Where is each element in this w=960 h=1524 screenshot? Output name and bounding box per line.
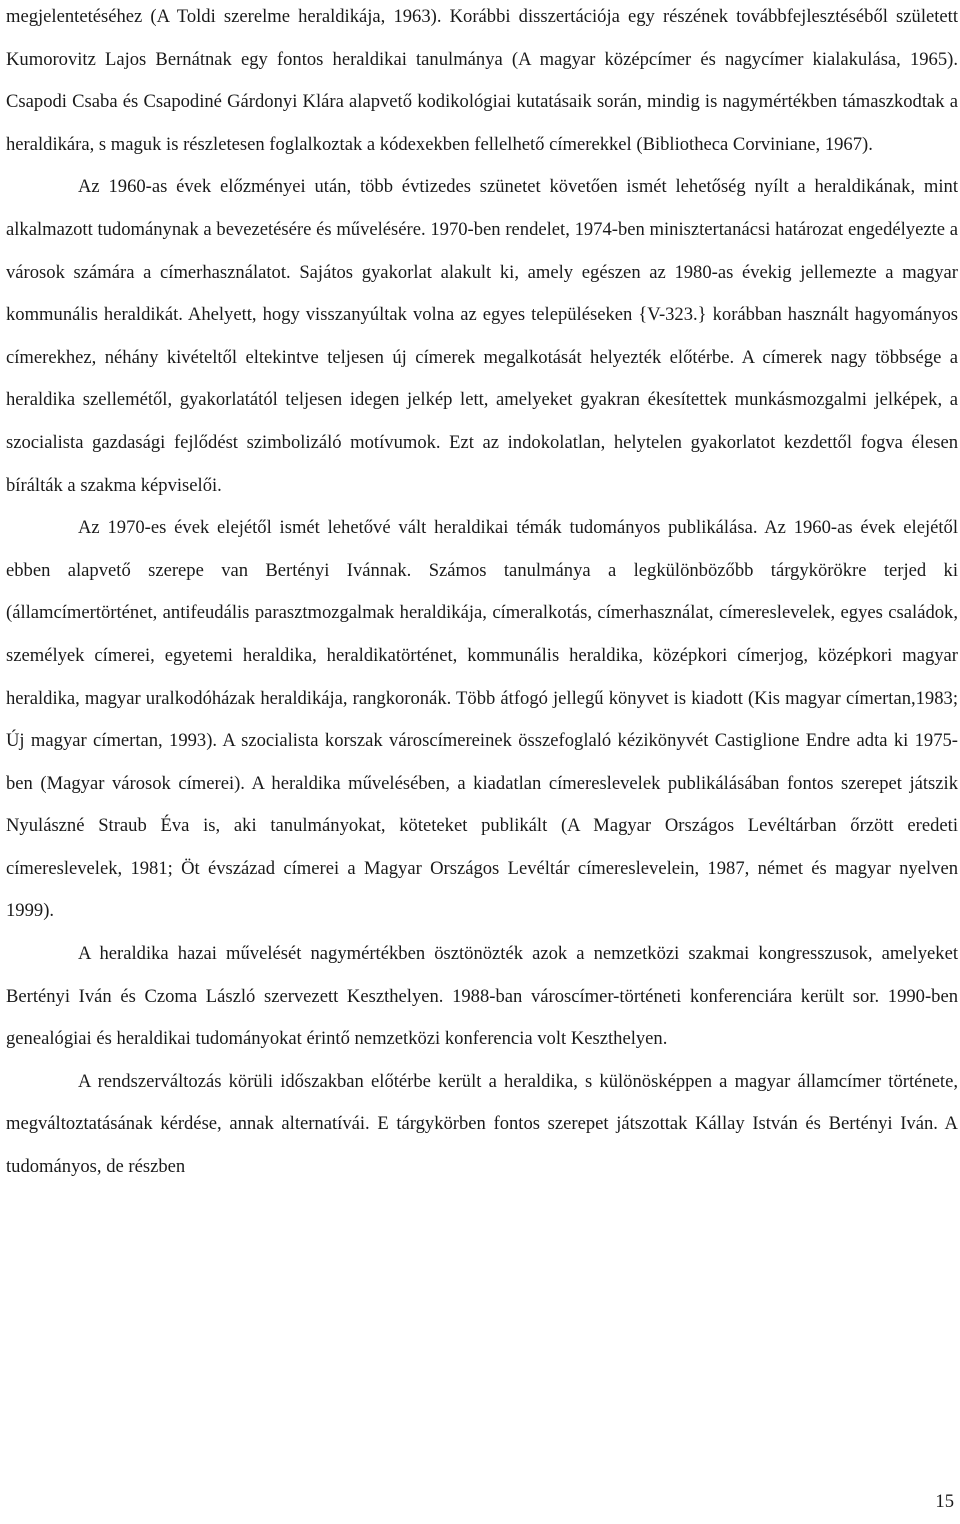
paragraph-3: Az 1970-es évek elejétől ismét lehetővé vált heraldikai témák tudományos publikálása. Az 1960-as évek elejétől ebben alapvető szerepe van Bertényi Ivánnak. Számos tanulmánya a legkülönbözőbb tárgykörökre terjed ki (államcímertörténet, antifeudális parasztmozgalmak heraldikája, címeralkotás, címerhasználat, címereslevelek, egyes családok, személyek címerei, egyetemi heraldika, heraldikatörténet, kommunális heraldika, középkori címerjog, középkori magyar heraldika, magyar uralkodóházak heraldikája, rangkoronák. Több átfogó jellegű könyvet is kiadott (Kis magyar címertan,1983; Új magyar címertan, 1993). A szocialista korszak városcímereinek összefoglaló kézikönyvét Castiglione Endre adta ki 1975-ben (Magyar városok címerei). A heraldika művelésében, a kiadatlan címereslevelek publikálásában fontos szerepet játszik Nyulászné Straub Éva is, aki tanulmányokat, köteteket publikált (A Magyar Országos Levéltárban őrzött eredeti címereslevelek, 1981; Öt évszázad címerei a Magyar Országos Levéltár címereslevelein, 1987, német és magyar nyelven 1999). (6, 517, 958, 922)
document-page (6, 0, 958, 1189)
page-number: 15 (935, 1491, 954, 1512)
paragraph-1: megjelentetéséhez (A Toldi szerelme heraldikája, 1963). Korábbi disszertációja egy részének továbbfejlesztéséből született Kumorovitz Lajos Bernátnak egy fontos heraldikai tanulmánya (A magyar középcímer és nagycímer kialakulása, 1965). Csapodi Csaba és Csapodiné Gárdonyi Klára alapvető kodikológiai kutatásaik során, mindig is nagymértékben támaszkodtak a heraldikára, s maguk is részletesen foglalkoztak a kódexekben fellelhető címerekkel (Bibliotheca Corviniane, 1967). (6, 6, 958, 155)
paragraph-4: A heraldika hazai művelését nagymértékben ösztönözték azok a nemzetközi szakmai kongresszusok, amelyeket Bertényi Iván és Czoma László szervezett Keszthelyen. 1988-ban városcímer-történeti konferenciára került sor. 1990-ben genealógiai és heraldikai tudományokat érintő nemzetközi konferencia volt Keszthelyen. (6, 943, 958, 1050)
paragraph-2: Az 1960-as évek előzményei után, több évtizedes szünetet követően ismét lehetőség nyílt a heraldikának, mint alkalmazott tudománynak a bevezetésére és művelésére. 1970-ben rendelet, 1974-ben minisztertanácsi határozat engedélyezte a városok számára a címerhasználatot. Sajátos gyakorlat alakult ki, amely egészen az 1980-as évekig jellemezte a magyar kommunális heraldikát. Ahelyett, hogy visszanyúltak volna az egyes településeken {V-323.} korábban használt hagyományos címerekhez, néhány kivételtől eltekintve teljesen új címerek megalkotását helyezték előtérbe. A címerek nagy többsége a heraldika szellemétől, gyakorlatától teljesen idegen jelkép lett, amelyeket gyakran ékesítettek munkásmozgalmi jelképek, a szocialista gazdasági fejlődést szimbolizáló motívumok. Ezt az indokolatlan, helytelen gyakorlatot kezdettől fogva élesen bírálták a szakma képviselői. (6, 176, 958, 496)
paragraph-5: A rendszerváltozás körüli időszakban előtérbe került a heraldika, s különösképpen a magyar államcímer története, megváltoztatásának kérdése, annak alternatívái. E tárgykörben fontos szerepet játszottak Kállay István és Bertényi Iván. A tudományos, de részben (6, 1070, 958, 1178)
